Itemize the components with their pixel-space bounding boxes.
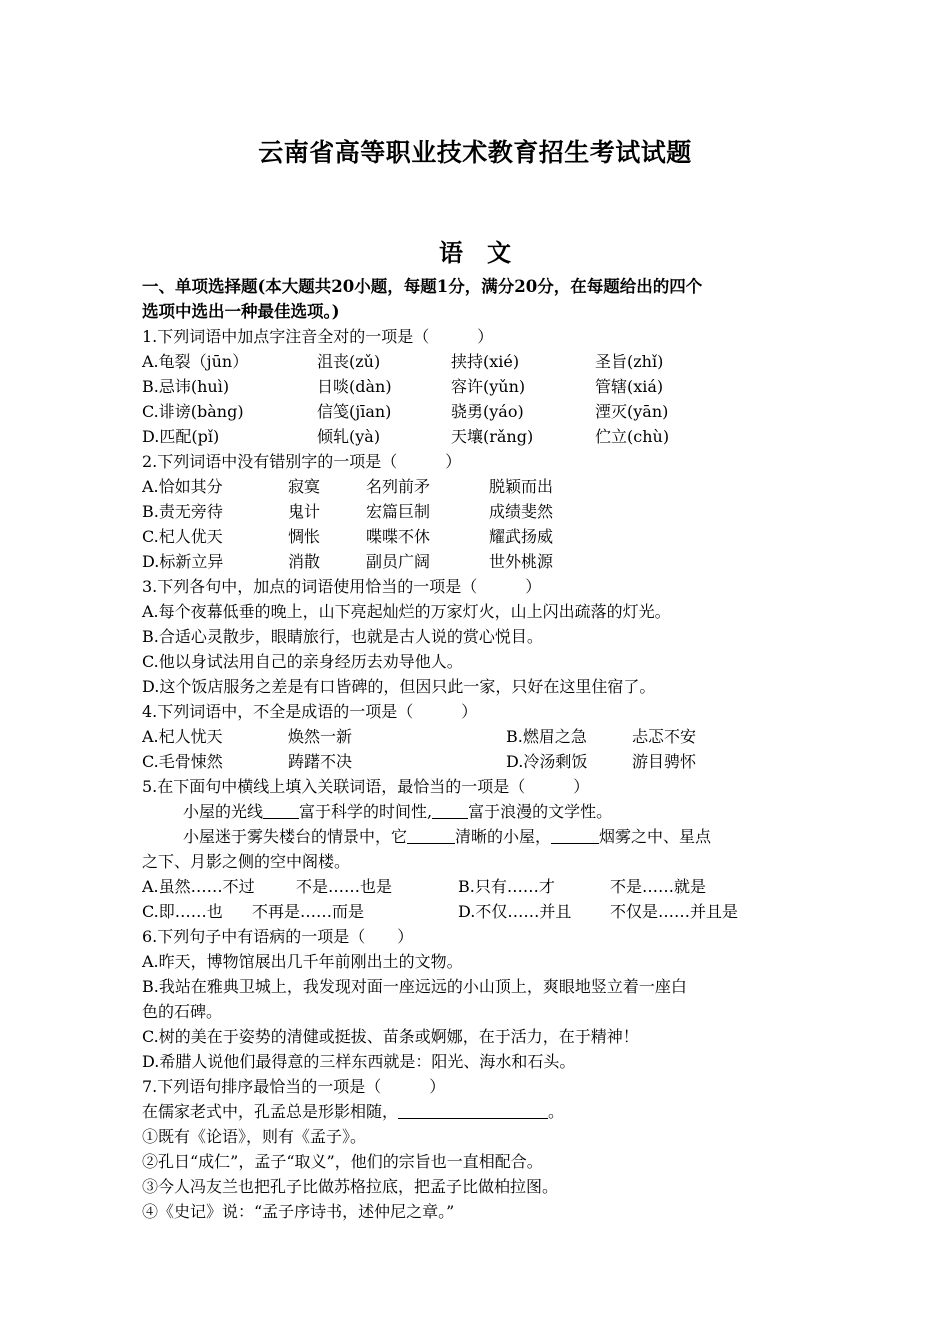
option-cell: 容许(yǔn) bbox=[451, 377, 526, 396]
option-cell: A.龟裂（jūn） bbox=[142, 352, 249, 371]
option-cell: D.冷汤剩饭 bbox=[506, 752, 588, 771]
option-cell: 倾轧(yà) bbox=[317, 427, 381, 446]
question-4-stem: 4.下列词语中，不全是成语的一项是（ ） bbox=[142, 702, 478, 721]
option-cell: 脱颖而出 bbox=[489, 477, 554, 496]
section-heading: 一、单项选择题(本大题共20小题，每题1分，满分20分，在每题给出的四个 bbox=[142, 277, 703, 296]
question-3-option-d: D.这个饭店服务之差是有口皆碑的，但因只此一家，只好在这里住宿了。 bbox=[142, 677, 656, 696]
option-cell: A.虽然……不过 bbox=[142, 877, 255, 896]
option-cell: 日啖(dàn) bbox=[317, 377, 392, 396]
question-5-options-cd bbox=[142, 899, 822, 924]
option-cell: C.杞人优天 bbox=[142, 527, 223, 546]
fill-blank bbox=[407, 827, 455, 844]
question-5-sentence-2 bbox=[142, 824, 822, 849]
question-1-option-d bbox=[142, 424, 822, 449]
question-4-options-cd bbox=[142, 749, 822, 774]
option-cell: 寂寞 bbox=[288, 477, 321, 496]
question-3-option-b: B.合适心灵散步，眼睛旅行，也就是古人说的赏心悦目。 bbox=[142, 627, 543, 646]
option-cell: 不是……也是 bbox=[296, 877, 393, 896]
option-cell: 耀武扬威 bbox=[489, 527, 554, 546]
question-6-option-a: A.昨天，博物馆展出几千年前刚出土的文物。 bbox=[142, 952, 463, 971]
question-7-lead bbox=[142, 1099, 822, 1124]
option-cell: 消散 bbox=[288, 552, 321, 571]
question-2-option-a bbox=[142, 474, 822, 499]
fill-blank bbox=[432, 802, 468, 819]
option-cell: 挟持(xié) bbox=[451, 352, 520, 371]
fill-blank bbox=[398, 1102, 548, 1119]
fill-blank bbox=[263, 802, 299, 819]
question-6-option-c: C.树的美在于姿势的清健或挺拔、苗条或婀娜，在于活力，在于精神！ bbox=[142, 1027, 639, 1046]
option-cell: 沮丧(zǔ) bbox=[317, 352, 381, 371]
question-1-stem: 1.下列词语中加点字注音全对的一项是（ ） bbox=[142, 327, 494, 346]
option-cell: 伫立(chù) bbox=[595, 427, 670, 446]
question-3-option-a: A.每个夜幕低垂的晚上，山下亮起灿烂的万家灯火，山上闪出疏落的灯光。 bbox=[142, 602, 671, 621]
option-cell: C.毛骨悚然 bbox=[142, 752, 223, 771]
option-cell: 湮灭(yān) bbox=[595, 402, 669, 421]
option-cell: 忐忑不安 bbox=[632, 727, 697, 746]
question-2-option-d bbox=[142, 549, 822, 574]
question-6-stem: 6.下列句子中有语病的一项是（ ） bbox=[142, 927, 414, 946]
option-cell: 骁勇(yáo) bbox=[451, 402, 524, 421]
sentence-text: 清晰的小屋， bbox=[455, 827, 552, 846]
option-cell: 天壤(rǎng) bbox=[451, 427, 534, 446]
lead-end: 。 bbox=[548, 1102, 565, 1121]
option-cell: 不仅是……并且是 bbox=[610, 902, 739, 921]
option-cell: 不是……就是 bbox=[610, 877, 707, 896]
option-cell: C.诽谤(bàng) bbox=[142, 402, 244, 421]
option-cell: D.不仅……并且 bbox=[458, 902, 572, 921]
option-cell: B.忌讳(huì) bbox=[142, 377, 230, 396]
sentence-text: 小屋迷于雾失楼台的情景中，它 bbox=[183, 827, 408, 846]
option-cell: B.责无旁待 bbox=[142, 502, 223, 521]
question-3-option-c: C.他以身试法用自己的亲身经历去劝导他人。 bbox=[142, 652, 463, 671]
option-cell: D.匹配(pǐ) bbox=[142, 427, 220, 446]
option-cell: 鬼计 bbox=[288, 502, 321, 521]
question-5-sentence-2-cont: 之下、月影之侧的空中阁楼。 bbox=[142, 852, 351, 871]
lead-text: 在儒家老式中，孔孟总是形影相随， bbox=[142, 1102, 399, 1121]
question-6-option-b: B.我站在雅典卫城上，我发现对面一座远远的小山顶上，爽眼地竖立着一座白 bbox=[142, 977, 687, 996]
question-6-option-d: D.希腊人说他们最得意的三样东西就是：阳光、海水和石头。 bbox=[142, 1052, 576, 1071]
question-7-item-4: ④《史记》说：“孟子序诗书，述仲尼之章。” bbox=[142, 1202, 455, 1221]
question-3-stem: 3.下列各句中，加点的词语使用恰当的一项是（ ） bbox=[142, 577, 542, 596]
sentence-text: 富于科学的时间性, bbox=[299, 802, 433, 821]
question-7-item-3: ③今人冯友兰也把孔子比做苏格拉底，把孟子比做柏拉图。 bbox=[142, 1177, 559, 1196]
option-cell: 游目骋怀 bbox=[632, 752, 697, 771]
fill-blank bbox=[551, 827, 599, 844]
question-1-option-a bbox=[142, 349, 822, 374]
option-cell: 管辖(xiá) bbox=[595, 377, 664, 396]
option-cell: 踌躇不决 bbox=[288, 752, 353, 771]
question-1-option-b bbox=[142, 374, 822, 399]
question-6-option-b-cont: 色的石碑。 bbox=[142, 1002, 223, 1021]
option-cell: 副员广阔 bbox=[366, 552, 431, 571]
section-heading-cont: 选项中选出一种最佳选项。) bbox=[142, 302, 340, 321]
sentence-text: 烟雾之中、星点 bbox=[599, 827, 712, 846]
option-cell: B.只有……才 bbox=[458, 877, 555, 896]
question-5-stem: 5.在下面句中横线上填入关联词语，最恰当的一项是（ ） bbox=[142, 777, 590, 796]
option-cell: A.恰如其分 bbox=[142, 477, 223, 496]
option-cell: 信笺(jīan) bbox=[317, 402, 392, 421]
option-cell: B.燃眉之急 bbox=[506, 727, 587, 746]
question-1-option-c bbox=[142, 399, 822, 424]
question-7-item-2: ②孔日“成仁”，孟子“取义”，他们的宗旨也一直相配合。 bbox=[142, 1152, 543, 1171]
exam-title: 云南省高等职业技术教育招生考试试题 bbox=[258, 138, 692, 167]
question-5-options-ab bbox=[142, 874, 822, 899]
option-cell: 不再是……而是 bbox=[252, 902, 365, 921]
question-7-stem: 7.下列语句排序最恰当的一项是（ ） bbox=[142, 1077, 446, 1096]
option-cell: 圣旨(zhǐ) bbox=[595, 352, 664, 371]
option-cell: 喋喋不休 bbox=[366, 527, 431, 546]
option-cell: 世外桃源 bbox=[489, 552, 554, 571]
question-2-option-c bbox=[142, 524, 822, 549]
sentence-text: 小屋的光线 bbox=[183, 802, 264, 821]
question-2-option-b bbox=[142, 499, 822, 524]
option-cell: 焕然一新 bbox=[288, 727, 353, 746]
option-cell: 名列前矛 bbox=[366, 477, 431, 496]
question-5-sentence-1 bbox=[142, 799, 822, 824]
question-4-options-ab bbox=[142, 724, 822, 749]
question-7-item-1: ①既有《论语》，则有《孟子》。 bbox=[142, 1127, 367, 1146]
option-cell: 成绩斐然 bbox=[489, 502, 554, 521]
option-cell: A.杞人忧天 bbox=[142, 727, 223, 746]
exam-content bbox=[142, 274, 822, 1224]
sentence-text: 富于浪漫的文学性。 bbox=[468, 802, 613, 821]
option-cell: C.即……也 bbox=[142, 902, 223, 921]
subject-heading: 语 文 bbox=[439, 238, 511, 267]
option-cell: 惆怅 bbox=[288, 527, 321, 546]
option-cell: D.标新立异 bbox=[142, 552, 224, 571]
question-2-stem: 2.下列词语中没有错别字的一项是（ ） bbox=[142, 452, 462, 471]
option-cell: 宏篇巨制 bbox=[366, 502, 431, 521]
